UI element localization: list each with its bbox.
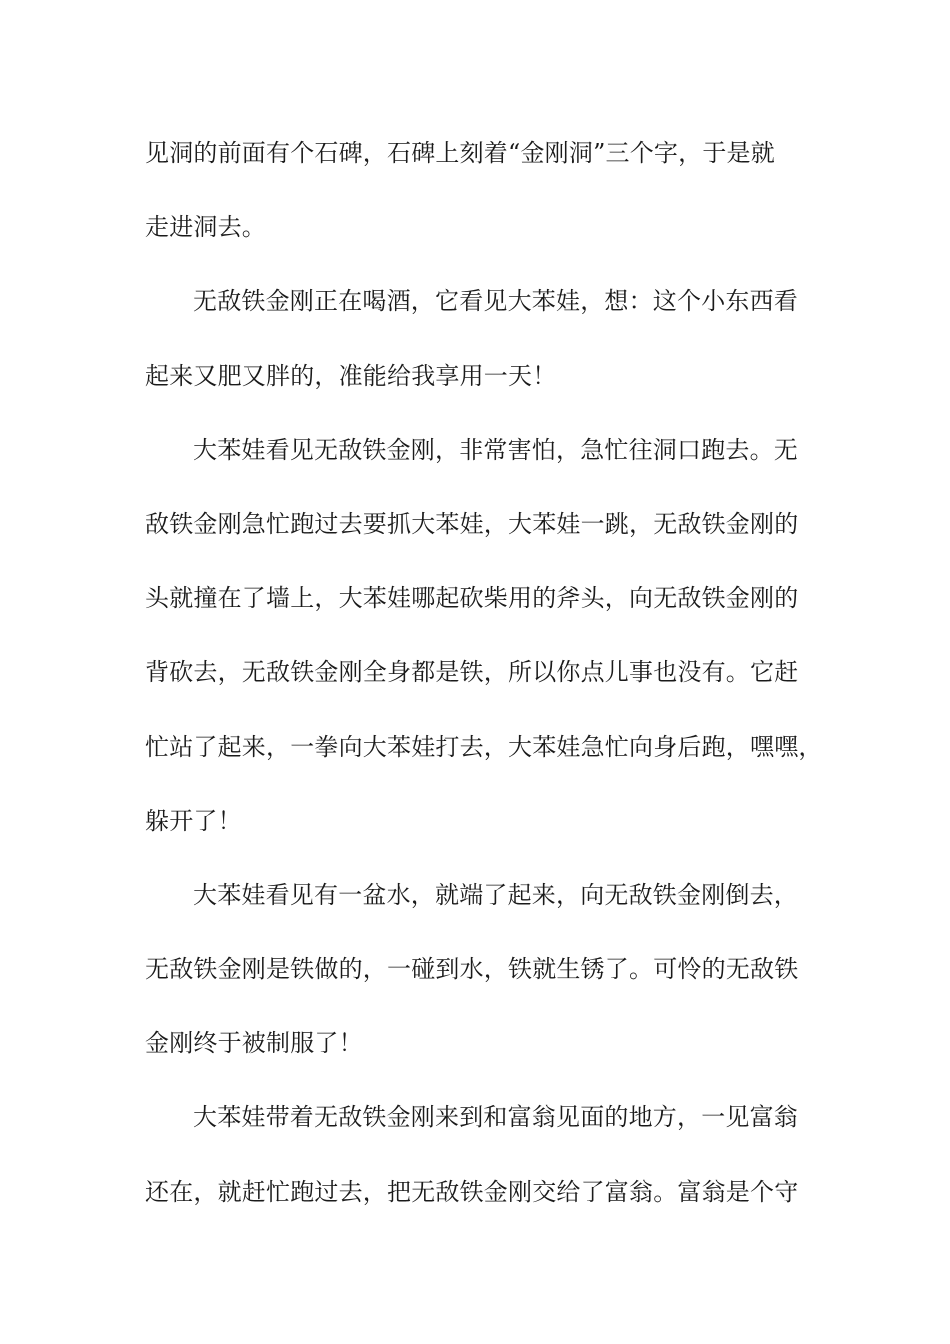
- text-line: 走进洞去。: [145, 213, 266, 242]
- text-line: 无敌铁金刚是铁做的，一碰到水，铁就生锈了。可怜的无敌铁: [145, 955, 799, 984]
- story-text: [145, 116, 825, 1229]
- text-line: 头就撞在了墙上，大苯娃哪起砍柴用的斧头，向无敌铁金刚的: [145, 584, 799, 613]
- text-line: 敌铁金刚急忙跑过去要抓大苯娃，大苯娃一跳，无敌铁金刚的: [145, 509, 799, 538]
- text-line: 躲开了！: [145, 806, 242, 835]
- text-line: 金刚终于被制服了！: [145, 1029, 363, 1058]
- text-line: 见洞的前面有个石碑，石碑上刻着“金刚洞”三个字，于是就: [145, 139, 775, 167]
- text-line: 起来又肥又胖的，准能给我享用一天！: [145, 361, 557, 390]
- text-line: 大苯娃带着无敌铁金刚来到和富翁见面的地方，一见富翁: [193, 1103, 798, 1132]
- text-line: 背砍去，无敌铁金刚全身都是铁，所以你点儿事也没有。它赶: [145, 658, 799, 687]
- text-line: 无敌铁金刚正在喝酒，它看见大苯娃，想：这个小东西看: [193, 287, 798, 316]
- text-line: 大苯娃看见无敌铁金刚，非常害怕，急忙往洞口跑去。无: [193, 435, 798, 464]
- text-line: 忙站了起来，一拳向大苯娃打去，大苯娃急忙向身后跑，嘿嘿，: [145, 732, 823, 761]
- text-line: 还在，就赶忙跑过去，把无敌铁金刚交给了富翁。富翁是个守: [145, 1177, 799, 1206]
- text-line: 大苯娃看见有一盆水，就端了起来，向无敌铁金刚倒去，: [193, 880, 798, 909]
